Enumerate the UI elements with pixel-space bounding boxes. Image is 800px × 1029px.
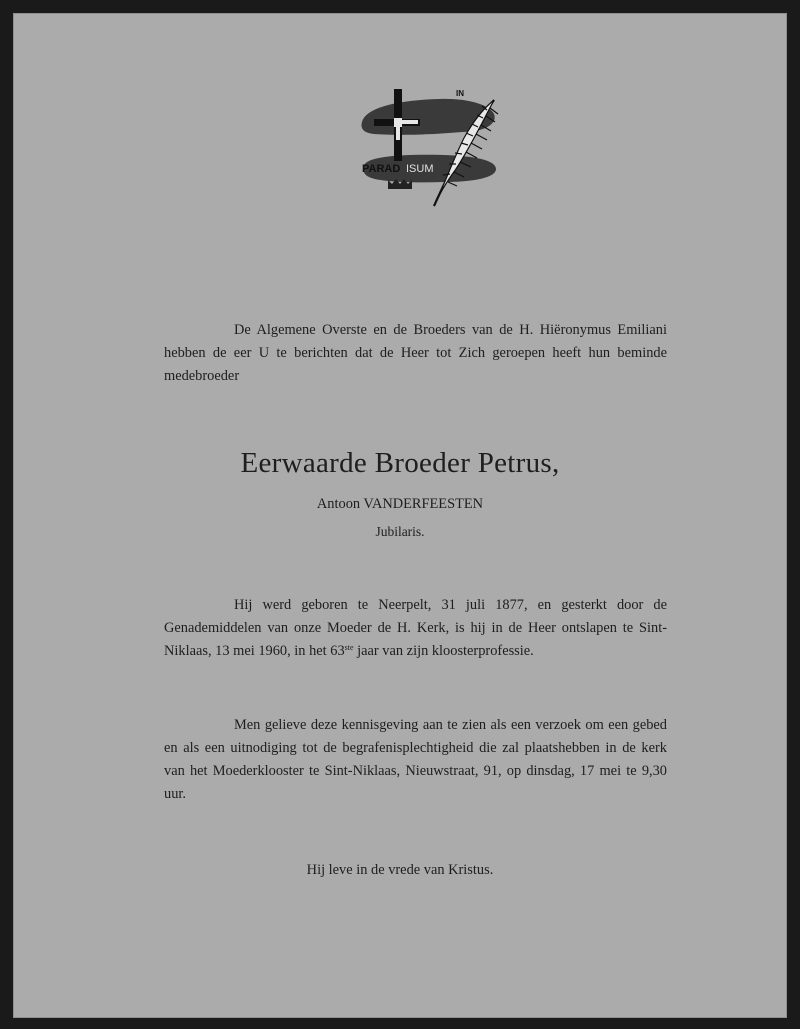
cross-icon [374,89,420,161]
emblem-word-in: IN [456,89,464,98]
funeral-request-text: Men gelieve deze kennisgeving aan te zien als een verzoek om een gebed en als een uitnodiging tot de begrafenisplechtigheid die zal plaatshebben in de kerk van het Moederklooster te Sint-Niklaas, Nieuwstraat, 91, op dinsdag, 17 mei te 9,30 uur. [164,717,667,802]
funeral-request-paragraph [164,714,667,806]
intro-paragraph [164,319,667,388]
mourning-card [13,13,787,1018]
ordinal-suffix: ste [344,643,354,652]
in-paradisum-emblem [344,74,514,214]
jubilee-status: Jubilaris. [375,524,425,539]
birth-death-text: Hij werd geboren te Neerpelt, 31 juli 1877, en gesterkt door de Genademiddelen van onze Moeder de H. Kerk, is hij in de Heer ontslapen te Sint-Niklaas, 13 mei 1960, in het 63 [164,597,667,659]
deceased-religious-name: Eerwaarde Broeder Petrus, [240,447,560,479]
deceased-civil-name: Antoon VANDERFEESTEN [316,496,484,512]
birth-death-paragraph [164,594,667,663]
emblem-word-isum: ISUM [406,163,434,175]
closing-blessing: Hij leve in de vrede van Kristus. [306,862,494,878]
emblem-word-parad: PARAD [362,163,401,175]
birth-death-text-end: jaar van zijn kloosterprofessie. [353,643,534,659]
intro-text: De Algemene Overste en de Broeders van de H. Hiëronymus Emiliani hebben de eer U te berichten dat de Heer tot Zich geroepen heeft hun beminde medebroeder [164,322,667,384]
